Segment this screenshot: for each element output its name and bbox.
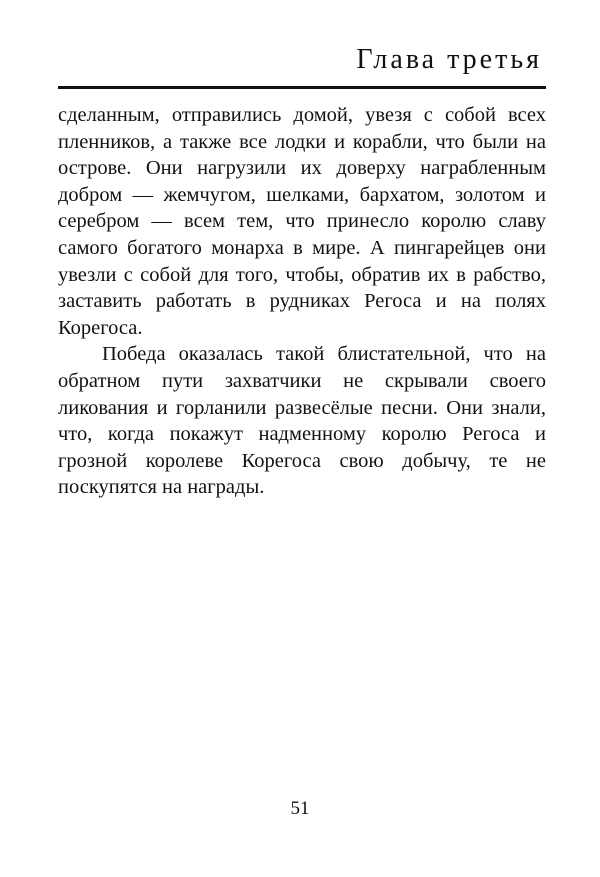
paragraph-continuation: сделанным, отправились домой, увезя с собой всех пленников, а также все лодки и корабли, что были на острове. Они нагрузили их доверху награбленным добром — жемчугом, шелками, бархатом, золотом и серебром — всем тем, что принесло королю славу самого богатого монарха в мире. А пингарейцев они увезли с собой для того, чтобы, обратив их в рабство, заставить работать в рудниках Регоса и на полях Корегоса. <box>58 104 546 339</box>
paragraph-victory: Победа оказалась такой блистательной, что на обратном пути захватчики не скрывали своего ликования и горланили развесёлые песни. Они знали, что, когда покажут надменному королю Регоса и грозной королеве Корегоса свою добычу, те не поскупятся на награды. <box>58 343 546 499</box>
body-text <box>58 102 546 501</box>
chapter-title: Глава третья <box>356 44 542 75</box>
header-rule <box>58 86 546 89</box>
page-number: 51 <box>290 798 310 819</box>
